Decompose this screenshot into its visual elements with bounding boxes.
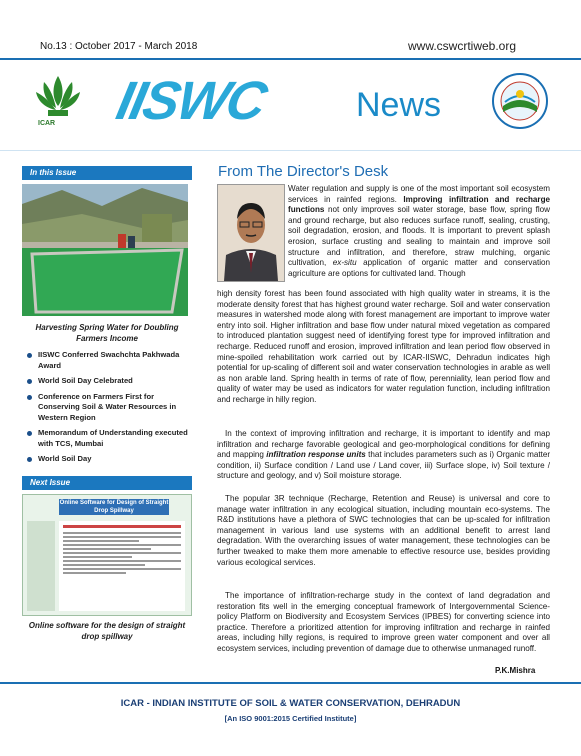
software-caption: Online software for the design of straight drop spillway — [28, 621, 186, 641]
software-menu — [27, 521, 55, 611]
article-paragraph: Water regulation and supply is one of the most important soil ecosystem services in rainfed regions. Improving infiltration and recharge functions not only improves soil water storage, base flow, spring flow and ground recharge, but also reduces surface runoff, sealing, crusting, soil degradation, erosion, and floods. It is important to prevent splash erosion, surface crusting and sealing to maintain and improve soil structure and infiltration, and therefore, straw mulching, organic cultivation, ex-situ application of organic matter and conservation agriculture are options for cultivated land. Though — [288, 184, 551, 278]
in-this-issue-heading: In this Issue — [22, 166, 192, 180]
article-paragraph: The popular 3R technique (Recharge, Retention and Reuse) is universal and core to manage water infiltration in any ecological situation, including mountain eco-systems. The R&D institutions have a plethora of SWC technologies that can be up-scaled for infiltration management in various land use systems with an additional benefit to arrest land degradation. With the overarching issues of water management, these technologies can be further tweaked to make them more amenable to effective resource use, besides providing various ecological services. — [217, 494, 550, 567]
header-divider — [0, 58, 581, 60]
list-item[interactable]: Conference on Farmers First for Conserving Soil & Water Resources in Western Region — [26, 392, 196, 424]
article-paragraph: In the context of improving infiltration and recharge, it is important to identify and map infiltration and recharge favorable geological and geo-morphological conditions for defining and mapping infiltration response units that includes parameters such as i) Organic matter condition, ii) Surface condition / Land use / Land cover, iii) Surface slope, iv) Soil texture / structure and geology, and v) Soil moisture storage. — [217, 429, 551, 481]
list-item[interactable]: Memorandum of Understanding executed with TCS, Mumbai — [26, 428, 196, 449]
issue-contents-list — [26, 350, 196, 470]
website-link[interactable]: www.cswcrtiweb.org — [408, 39, 517, 53]
spring-water-photo — [22, 184, 188, 316]
list-item[interactable]: World Soil Day Celebrated — [26, 376, 196, 387]
list-item[interactable]: World Soil Day — [26, 454, 196, 465]
footer-divider — [0, 682, 581, 684]
author-signature: P.K.Mishra — [495, 666, 536, 675]
photo-caption: Harvesting Spring Water for Doubling Farmers Income — [35, 323, 179, 343]
software-title: Online Software for Design of Straight Drop Spillway — [59, 500, 169, 514]
article-paragraph: high density forest has been found associated with high quality water in streams, it is the moderate density forest that has highest ground water recharge. Soil and water conservation measures in watershed mode along with forest management are important to improve water entry into soil. Higher infiltration and base flow under natural mixed vegetation as compared to introduced plantation suggest need of identifying forest type for improved infiltration and recharge. Reduced runoff and erosion, improved infiltration and lean period flow observed in mine-spoiled rehabilitation work carried out by ICAR-IISWC, Dehradun indicates high potential for up-scaling of different soil and water conservation technologies in arable as well as non arable land. Spring health in terms of rate of flow, perenniality, lean period flow and quality of water may be used as indicators for water regulation function, including infiltration and recharge in hilly region. — [217, 289, 550, 404]
director-portrait — [217, 184, 285, 282]
icar-label: ICAR — [38, 120, 56, 127]
swc-society-logo-icon — [491, 72, 549, 130]
footer-institute: ICAR - INDIAN INSTITUTE OF SOIL & WATER CONSERVATION, DEHRADUN — [120, 698, 461, 709]
footer-certification: [An ISO 9001:2015 Certified Institute] — [224, 714, 357, 723]
software-form — [59, 521, 185, 611]
article-paragraph: The importance of infiltration-recharge study in the context of land degradation and restoration fits well in the emerging conceptual framework of Intergovernmental Science-policy Platform on Biodiversity and Ecosystem Services (IPBES) for converting science into practice. Therefore a prioritized attention for improving infiltration and recharge in rainfed areas, including hilly regions, is required to improve green water component and over all ecosystem services, including prevention of damage due to otherwise unmanaged runoff. — [217, 591, 550, 653]
next-issue-heading: Next Issue — [22, 476, 192, 490]
masthead-title: IISWC — [111, 71, 271, 131]
list-item[interactable]: IISWC Conferred Swachchta Pakhwada Award — [26, 350, 196, 371]
article-title: From The Director's Desk — [218, 163, 389, 180]
issue-number: No.13 : October 2017 - March 2018 — [40, 41, 198, 52]
header-bottom-rule — [0, 150, 581, 151]
software-screenshot — [22, 494, 192, 616]
masthead-news: News — [356, 86, 442, 124]
